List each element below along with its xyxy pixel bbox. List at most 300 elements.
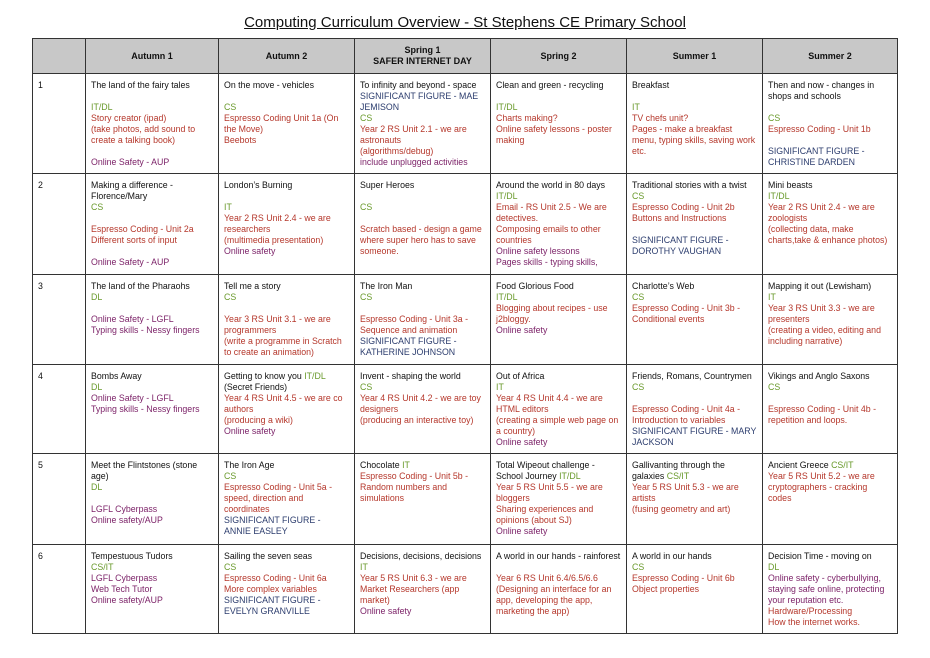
header-term-1	[86, 39, 219, 74]
table-row	[33, 454, 898, 545]
cell-line	[496, 281, 621, 292]
strand-red-text: Email - RS Unit 2.5 - We are detectives.	[496, 202, 607, 223]
strand-green-text: CS	[224, 471, 237, 481]
cell-line	[360, 80, 485, 91]
cell-line	[91, 482, 213, 493]
cell-line	[91, 382, 213, 393]
strand-red-text: (producing an interactive toy)	[360, 415, 474, 425]
strand-purple-text: Online safety	[496, 325, 548, 335]
cell-line	[360, 460, 485, 471]
cell-line	[768, 382, 892, 393]
topic-text: Friends, Romans, Countrymen	[632, 371, 752, 381]
cell-line	[496, 325, 621, 336]
strand-red-text: Year 5 RS Unit 5.3 - we are artists	[632, 482, 739, 503]
topic-cell	[627, 275, 763, 365]
cell-line	[360, 281, 485, 292]
cell-line	[496, 573, 621, 617]
cell-spacer	[91, 246, 213, 257]
topic-text: Bombs Away	[91, 371, 142, 381]
strand-green-text: CS	[768, 382, 781, 392]
cell-line	[768, 80, 892, 102]
strand-red-text: (collecting data, make charts,take & enhance photos)	[768, 224, 888, 245]
strand-red-text: Sharing experiences and opinions (about SJ)	[496, 504, 594, 525]
header-term-3	[355, 39, 491, 74]
strand-red-text: Year 4 RS Unit 4.2 - we are toy designers	[360, 393, 481, 414]
cell-line	[224, 80, 349, 91]
cell-spacer	[360, 191, 485, 202]
strand-red-text: Espresso Coding - Unit 4b - repetition and loops.	[768, 404, 877, 425]
topic-text: A world in our hands	[632, 551, 712, 561]
topic-cell	[627, 454, 763, 545]
topic-cell	[763, 454, 898, 545]
topic-text: Ancient Greece	[768, 460, 832, 470]
cell-line	[224, 393, 349, 415]
cell-line	[768, 113, 892, 124]
header-term-5	[627, 39, 763, 74]
strand-red-text: Espresso Coding - Unit 3b - Conditional events	[632, 303, 741, 324]
cell-line	[360, 562, 485, 573]
topic-text: Mapping it out (Lewisham)	[768, 281, 872, 291]
cell-line	[91, 393, 213, 404]
cell-line	[224, 292, 349, 303]
header-row	[33, 39, 898, 74]
topic-text: Mini beasts	[768, 180, 813, 190]
year-group-cell	[33, 174, 86, 275]
cell-line	[360, 573, 485, 606]
curriculum-table	[32, 38, 898, 634]
cell-spacer	[91, 91, 213, 102]
cell-line	[360, 551, 485, 562]
strand-red-text: How the internet works.	[768, 617, 860, 627]
strand-purple-text: include unplugged activities	[360, 157, 468, 167]
cell-line	[632, 124, 757, 157]
cell-line	[496, 124, 621, 146]
strand-red-text: Online safety lessons - poster making	[496, 124, 612, 145]
cell-line	[224, 595, 349, 617]
cell-line	[360, 91, 485, 113]
cell-line	[224, 246, 349, 257]
table-row	[33, 174, 898, 275]
strand-green-text: DL	[768, 562, 780, 572]
strand-green-text: IT	[496, 382, 504, 392]
cell-line	[224, 281, 349, 292]
strand-navy-text: SIGNIFICANT FIGURE - DOROTHY VAUGHAN	[632, 235, 729, 256]
strand-green-text: CS/IT	[831, 460, 854, 470]
strand-red-text: Year 2 RS Unit 2.4 - we are zoologists	[768, 202, 875, 223]
cell-line	[768, 562, 892, 573]
topic-text: The Iron Age	[224, 460, 275, 470]
cell-line	[360, 180, 485, 191]
topic-text: Around the world in 80 days	[496, 180, 606, 190]
topic-cell	[627, 545, 763, 634]
year-group-cell	[33, 275, 86, 365]
year-group-cell	[33, 365, 86, 454]
cell-line	[224, 415, 349, 426]
strand-green-text: IT/DL	[304, 371, 326, 381]
cell-spacer	[91, 303, 213, 314]
cell-line	[360, 606, 485, 617]
strand-green-text: IT	[402, 460, 410, 470]
strand-red-text: (creating a video, editing and including narrative)	[768, 325, 881, 346]
cell-line	[224, 551, 349, 562]
topic-text: Invent - shaping the world	[360, 371, 461, 381]
header-term-4	[491, 39, 627, 74]
cell-spacer	[496, 91, 621, 102]
cell-line	[632, 303, 757, 325]
cell-line	[496, 303, 621, 325]
topic-cell	[491, 275, 627, 365]
cell-line	[632, 382, 757, 393]
topic-text: The land of the Pharaohs	[91, 281, 190, 291]
topic-text: Chocolate	[360, 460, 403, 470]
topic-cell	[355, 365, 491, 454]
topic-text: Super Heroes	[360, 180, 415, 190]
strand-purple-text: LGFL Cyberpass	[91, 573, 158, 583]
strand-red-text: Year 4 RS Unit 4.5 - we are co authors	[224, 393, 343, 414]
cell-line	[91, 573, 213, 584]
cell-line	[632, 426, 757, 448]
cell-line	[360, 382, 485, 393]
cell-spacer	[91, 213, 213, 224]
topic-cell	[219, 454, 355, 545]
cell-line	[91, 584, 213, 595]
topic-cell	[627, 365, 763, 454]
cell-line	[496, 551, 621, 562]
cell-line	[360, 371, 485, 382]
strand-purple-text: Typing skills - Nessy fingers	[91, 325, 200, 335]
topic-cell	[86, 545, 219, 634]
cell-line	[496, 437, 621, 448]
topic-cell	[763, 545, 898, 634]
table-row	[33, 365, 898, 454]
strand-purple-text: Online Safety - LGFL	[91, 393, 174, 403]
cell-spacer	[632, 393, 757, 404]
topic-cell	[763, 74, 898, 174]
strand-red-text: Espresso Coding - Unit 3a - Sequence and animation	[360, 314, 469, 335]
header-event-label: SAFER INTERNET DAY	[373, 56, 472, 66]
cell-line	[768, 371, 892, 382]
cell-line	[360, 113, 485, 124]
strand-navy-text: SIGNIFICANT FIGURE - KATHERINE JOHNSON	[360, 336, 457, 357]
cell-line	[224, 135, 349, 146]
strand-red-text: (algorithms/debug)	[360, 146, 434, 156]
year-group-label: 2	[38, 180, 43, 190]
cell-line	[496, 191, 621, 202]
strand-green-text: DL	[91, 292, 103, 302]
cell-line	[91, 404, 213, 415]
cell-line	[768, 180, 892, 191]
cell-line	[360, 124, 485, 146]
topic-cell	[355, 454, 491, 545]
cell-line	[768, 325, 892, 347]
cell-line	[224, 573, 349, 584]
strand-purple-text: Online safety	[224, 246, 276, 256]
cell-line	[632, 102, 757, 113]
strand-red-text: Story creator (ipad)	[91, 113, 167, 123]
strand-red-text: (take photos, add sound to create a talking book)	[91, 124, 196, 145]
header-term-label: Autumn 1	[131, 50, 173, 61]
cell-line	[496, 80, 621, 91]
cell-spacer	[768, 102, 892, 113]
cell-line	[360, 336, 485, 358]
strand-red-text: Espresso Coding - Unit 1b	[768, 124, 871, 134]
year-group-cell	[33, 545, 86, 634]
cell-spacer	[224, 91, 349, 102]
cell-line	[224, 562, 349, 573]
topic-text: Breakfast	[632, 80, 670, 90]
cell-spacer	[768, 393, 892, 404]
strand-red-text: Espresso Coding - Unit 4a - Introduction to variables	[632, 404, 741, 425]
topic-cell	[627, 174, 763, 275]
cell-line	[632, 573, 757, 584]
strand-purple-text: Online safety	[224, 426, 276, 436]
strand-red-text: Year 2 RS Unit 2.1 - we are astronauts	[360, 124, 467, 145]
strand-purple-text: Online safety lessons	[496, 246, 580, 256]
header-term-label: Summer 1	[672, 50, 717, 61]
strand-green-text: CS	[224, 562, 237, 572]
cell-line	[496, 371, 621, 382]
year-group-label: 3	[38, 281, 43, 291]
cell-line	[360, 314, 485, 336]
topic-text: Then and now - changes in shops and schools	[768, 80, 875, 101]
cell-line	[224, 180, 349, 191]
strand-green-text: CS	[632, 382, 645, 392]
cell-line	[91, 124, 213, 146]
cell-line	[224, 460, 349, 471]
strand-red-text: TV chefs unit?	[632, 113, 689, 123]
cell-line	[224, 584, 349, 595]
cell-line	[768, 124, 892, 135]
topic-cell	[219, 74, 355, 174]
topic-text: Getting to know you	[224, 371, 305, 381]
topic-text: Out of Africa	[496, 371, 545, 381]
cell-line	[360, 224, 485, 257]
cell-line	[496, 292, 621, 303]
strand-purple-text: Typing skills - Nessy fingers	[91, 404, 200, 414]
strand-purple-text: Online Safety - AUP	[91, 157, 170, 167]
strand-purple-text: LGFL Cyberpass	[91, 504, 158, 514]
strand-green-text: IT	[224, 202, 232, 212]
strand-green-text: DL	[91, 482, 103, 492]
strand-red-text: Scratch based - design a game where super hero has to save someone.	[360, 224, 482, 256]
cell-line	[496, 246, 621, 257]
strand-red-text: Object properties	[632, 584, 699, 594]
cell-line	[632, 213, 757, 224]
cell-line	[224, 515, 349, 537]
year-group-label: 1	[38, 80, 43, 90]
cell-spacer	[360, 303, 485, 314]
cell-line	[224, 382, 349, 393]
strand-red-text: Composing emails to other countries	[496, 224, 601, 245]
cell-line	[768, 191, 892, 202]
cell-line	[360, 157, 485, 168]
cell-line	[360, 292, 485, 303]
topic-text: Decisions, decisions, decisions	[360, 551, 482, 561]
strand-green-text: IT/DL	[496, 191, 518, 201]
cell-line	[91, 102, 213, 113]
strand-green-text: IT/DL	[559, 471, 581, 481]
cell-line	[768, 202, 892, 224]
strand-purple-text: Online safety	[496, 526, 548, 536]
strand-red-text: Espresso Coding Unit 1a (On the Move)	[224, 113, 339, 134]
cell-line	[632, 460, 757, 482]
topic-cell	[763, 275, 898, 365]
strand-red-text: Different sorts of input	[91, 235, 177, 245]
strand-green-text: IT/DL	[91, 102, 113, 112]
cell-line	[768, 617, 892, 628]
strand-purple-text: Online safety	[360, 606, 412, 616]
cell-line	[224, 314, 349, 336]
strand-green-text: CS	[768, 113, 781, 123]
cell-line	[496, 526, 621, 537]
cell-spacer	[91, 146, 213, 157]
cell-line	[496, 102, 621, 113]
table-body	[33, 74, 898, 634]
cell-line	[496, 393, 621, 415]
header-term-label: Autumn 2	[265, 50, 308, 61]
cell-spacer	[224, 303, 349, 314]
topic-cell	[763, 174, 898, 275]
topic-text: Charlotte’s Web	[632, 281, 695, 291]
strand-green-text: CS	[632, 562, 645, 572]
topic-text: Making a difference - Florence/Mary	[91, 180, 173, 201]
strand-navy-text: SIGNIFICANT FIGURE - EVELYN GRANVILLE	[224, 595, 321, 616]
cell-line	[632, 281, 757, 292]
strand-green-text: CS	[360, 292, 373, 302]
topic-text: To infinity and beyond - space	[360, 80, 477, 90]
cell-line	[91, 325, 213, 336]
cell-line	[91, 314, 213, 325]
cell-line	[496, 180, 621, 191]
strand-navy-text: SIGNIFICANT FIGURE - MAE JEMISON	[360, 91, 479, 112]
cell-line	[768, 146, 892, 168]
cell-line	[91, 515, 213, 526]
page-title: Computing Curriculum Overview - St Stephens CE Primary School	[244, 14, 686, 31]
strand-red-text: (write a programme in Scratch to create an animation)	[224, 336, 342, 357]
topic-text: Total Wipeout challenge - School Journey	[496, 460, 595, 481]
cell-spacer	[496, 562, 621, 573]
strand-navy-text: SIGNIFICANT FIGURE - MARY JACKSON	[632, 426, 757, 447]
cell-line	[224, 102, 349, 113]
cell-line	[496, 224, 621, 246]
header-term-label: Spring 1	[404, 45, 441, 55]
cell-line	[360, 202, 485, 213]
topic-cell	[86, 74, 219, 174]
cell-line	[632, 482, 757, 504]
cell-spacer	[360, 213, 485, 224]
strand-red-text: (creating a simple web page on a country)	[496, 415, 619, 436]
cell-line	[91, 257, 213, 268]
topic-cell	[219, 545, 355, 634]
cell-line	[224, 336, 349, 358]
topic-text: On the move - vehicles	[224, 80, 314, 90]
topic-text: Vikings and Anglo Saxons	[768, 371, 870, 381]
cell-line	[632, 113, 757, 124]
cell-line	[224, 471, 349, 482]
header-term-2	[219, 39, 355, 74]
cell-line	[91, 80, 213, 91]
cell-line	[768, 471, 892, 504]
strand-purple-text: Online safety - cyberbullying, staying safe online, protecting your reputation etc.	[768, 573, 885, 605]
strand-red-text: Espresso Coding - Unit 6a	[224, 573, 327, 583]
cell-line	[224, 371, 349, 382]
strand-purple-text: Online Safety - LGFL	[91, 314, 174, 324]
strand-red-text: Year 3 RS Unit 3.1 - we are programmers	[224, 314, 331, 335]
strand-green-text: IT	[768, 292, 776, 302]
strand-green-text: CS	[224, 292, 237, 302]
cell-spacer	[224, 191, 349, 202]
header-term-6	[763, 39, 898, 74]
topic-cell	[491, 545, 627, 634]
strand-red-text: Year 5 RS Unit 5.5 - we are bloggers	[496, 482, 603, 503]
table-row	[33, 74, 898, 174]
strand-purple-text: Web Tech Tutor	[91, 584, 153, 594]
strand-red-text: Year 2 RS Unit 2.4 - we are researchers	[224, 213, 331, 234]
year-group-cell	[33, 74, 86, 174]
strand-red-text: Buttons and Instructions	[632, 213, 727, 223]
cell-line	[632, 180, 757, 191]
cell-line	[496, 113, 621, 124]
strand-navy-text: SIGNIFICANT FIGURE - CHRISTINE DARDEN	[768, 146, 865, 167]
cell-line	[768, 460, 892, 471]
cell-line	[632, 371, 757, 382]
topic-text: Clean and green - recycling	[496, 80, 604, 90]
cell-line	[496, 460, 621, 482]
strand-green-text: CS	[360, 113, 373, 123]
cell-line	[496, 415, 621, 437]
strand-green-text: CS	[224, 102, 237, 112]
year-group-cell	[33, 454, 86, 545]
cell-line	[768, 573, 892, 606]
cell-line	[768, 281, 892, 292]
cell-line	[632, 235, 757, 257]
topic-cell	[355, 74, 491, 174]
strand-red-text: Hardware/Processing	[768, 606, 853, 616]
cell-line	[224, 213, 349, 235]
topic-cell	[355, 275, 491, 365]
cell-line	[91, 202, 213, 213]
cell-line	[632, 191, 757, 202]
strand-red-text: Year 4 RS Unit 4.4 - we are HTML editors	[496, 393, 603, 414]
topic-cell	[86, 365, 219, 454]
cell-line	[632, 562, 757, 573]
cell-line	[768, 303, 892, 325]
cell-line	[224, 235, 349, 246]
strand-red-text: Charts making?	[496, 113, 558, 123]
topic-text: Meet the Flintstones (stone age)	[91, 460, 198, 481]
year-group-label: 5	[38, 460, 43, 470]
topic-cell	[491, 174, 627, 275]
strand-red-text: (multimedia presentation)	[224, 235, 324, 245]
topic-text: Gallivanting through the galaxies	[632, 460, 725, 481]
topic-cell	[491, 365, 627, 454]
strand-navy-text: SIGNIFICANT FIGURE - ANNIE EASLEY	[224, 515, 321, 536]
strand-green-text: CS	[360, 202, 373, 212]
strand-green-text: IT/DL	[496, 292, 518, 302]
strand-purple-text: Online safety/AUP	[91, 515, 163, 525]
strand-red-text: Beebots	[224, 135, 257, 145]
strand-red-text: Blogging about recipes - use j2bloggy.	[496, 303, 608, 324]
cell-line	[91, 281, 213, 292]
cell-line	[360, 393, 485, 415]
cell-line	[632, 404, 757, 426]
table-row	[33, 275, 898, 365]
year-group-label: 4	[38, 371, 43, 381]
cell-line	[496, 482, 621, 504]
strand-green-text: IT	[632, 102, 640, 112]
strand-red-text: More complex variables	[224, 584, 317, 594]
topic-cell	[219, 174, 355, 275]
